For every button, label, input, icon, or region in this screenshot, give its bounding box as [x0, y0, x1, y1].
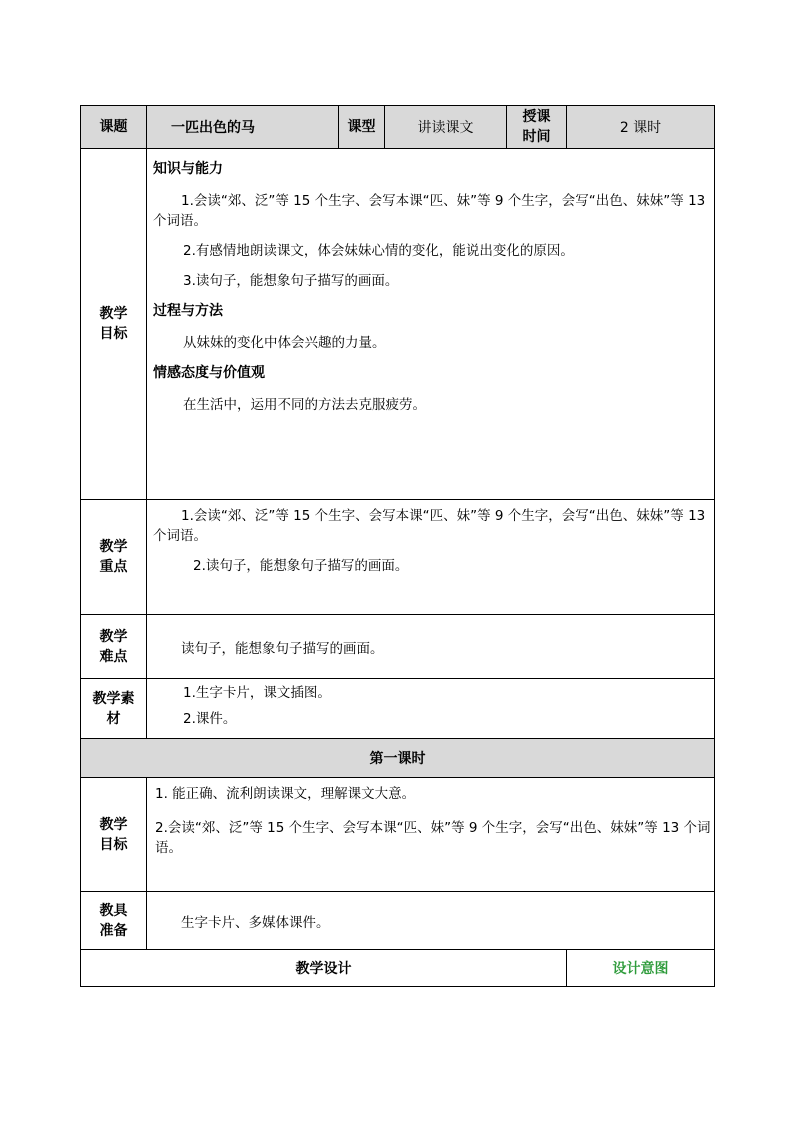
goals-label [81, 149, 147, 500]
time-label-line2: 时间 [522, 129, 551, 145]
time-value: 2 课时 [567, 106, 715, 149]
difficulties-text: 读句子，能想象句子描写的画面。 [147, 615, 715, 679]
material-item: 2.课件。 [183, 711, 237, 727]
materials-content [147, 679, 715, 739]
key-point-item: 1.会读“郊、泛”等 15 个生字、会写本课“匹、妹”等 9 个生字，会写“出色、妹妹”等 13 个词语。 [153, 508, 706, 544]
footer-row [81, 950, 715, 987]
first-lesson-title: 第一课时 [81, 739, 715, 778]
tools-text: 生字卡片、多媒体课件。 [147, 892, 715, 950]
tools-label [81, 892, 147, 950]
difficulties-row [81, 615, 715, 679]
tools-label-line1: 教具 [99, 902, 128, 919]
topic-value: 一匹出色的马 [147, 106, 339, 149]
key-points-content [147, 500, 715, 615]
key-points-label-line2: 重点 [99, 559, 128, 575]
goal-item: 从妹妹的变化中体会兴趣的力量。 [183, 335, 386, 351]
key-point-item: 2.读句子，能想象句子描写的画面。 [193, 558, 409, 574]
lesson-goals-label-line2: 目标 [99, 836, 128, 853]
type-label: 课型 [339, 106, 385, 149]
lesson-goals-content [147, 778, 715, 892]
goal-item: 2.有感情地朗读课文，体会妹妹心情的变化，能说出变化的原因。 [183, 243, 574, 259]
material-item: 1.生字卡片，课文插图。 [183, 685, 331, 701]
goals-content [147, 149, 715, 500]
lesson-goal-item: 2.会读“郊、泛”等 15 个生字、会写本课“匹、妹”等 9 个生字，会写“出色、妹妹”等 13 个词语。 [155, 820, 711, 856]
goal-item: 3.读句子，能想象句子描写的画面。 [183, 273, 399, 289]
tools-label-line2: 准备 [99, 922, 128, 939]
lesson-goals-label [81, 778, 147, 892]
lesson-goals-label-line1: 教学 [99, 816, 128, 833]
goals-label-line1: 教学 [99, 306, 128, 322]
key-points-row [81, 500, 715, 615]
section-title: 过程与方法 [153, 303, 223, 319]
materials-label-line1: 教学素 [92, 690, 135, 707]
time-label [507, 106, 567, 149]
materials-row [81, 679, 715, 739]
time-label-line1: 授课 [522, 109, 551, 125]
key-points-label-line1: 教学 [99, 539, 128, 555]
difficulties-label [81, 615, 147, 679]
difficulties-label-line1: 教学 [99, 628, 128, 645]
materials-label [81, 679, 147, 739]
topic-label: 课题 [81, 106, 147, 149]
difficulties-label-line2: 难点 [99, 648, 128, 665]
tools-row [81, 892, 715, 950]
key-points-label [81, 500, 147, 615]
lesson-plan-table [80, 105, 715, 987]
type-value: 讲读课文 [385, 106, 507, 149]
lesson-goal-item: 1. 能正确、流利朗读课文，理解课文大意。 [155, 786, 416, 802]
goals-label-line2: 目标 [99, 326, 128, 342]
goals-row [81, 149, 715, 500]
header-row [81, 106, 715, 149]
design-label: 教学设计 [81, 950, 567, 987]
goal-item: 在生活中，运用不同的方法去克服疲劳。 [183, 397, 426, 413]
first-lesson-row [81, 739, 715, 778]
intent-label: 设计意图 [567, 950, 715, 987]
materials-label-line2: 材 [106, 710, 121, 727]
section-title: 情感态度与价值观 [153, 365, 265, 381]
lesson-goals-row [81, 778, 715, 892]
goal-item: 1.会读“郊、泛”等 15 个生字、会写本课“匹、妹”等 9 个生字，会写“出色、妹妹”等 13 个词语。 [153, 193, 706, 229]
section-title: 知识与能力 [153, 161, 223, 177]
